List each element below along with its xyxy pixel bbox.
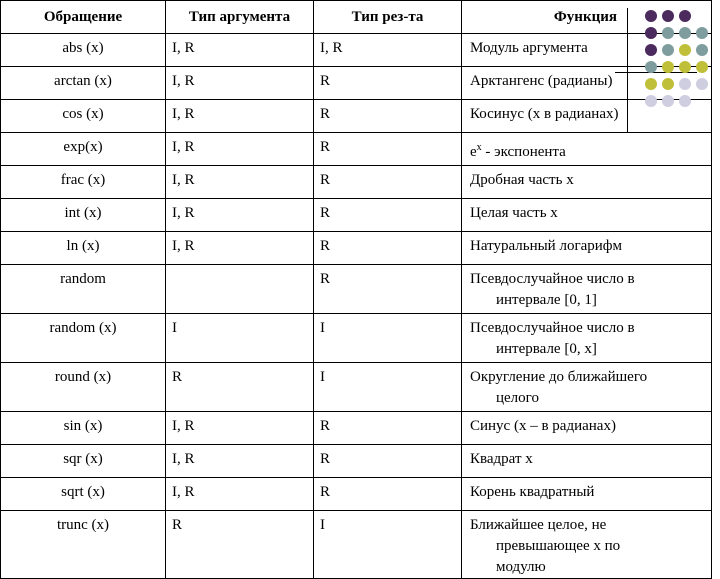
arg-type-cell: I, R [166, 100, 314, 133]
description-superscript: x [476, 142, 482, 153]
description-text: Синус (x – в радианах) [470, 418, 616, 434]
dot-icon [679, 95, 691, 107]
description-cell [462, 232, 712, 265]
dot-icon [679, 10, 691, 22]
call-cell: sqr (x) [1, 445, 166, 478]
call-cell: trunc (x) [1, 511, 166, 579]
description-cell [462, 133, 712, 166]
header-result-type: Тип рез-та [314, 1, 462, 34]
call-cell: round (x) [1, 363, 166, 412]
result-type-cell: R [314, 133, 462, 166]
dot-icon [645, 61, 657, 73]
description-text: Арктангенс (радианы) [470, 73, 613, 89]
call-cell: cos (x) [1, 100, 166, 133]
description-cell [462, 166, 712, 199]
arg-type-cell: R [166, 511, 314, 579]
arg-type-cell: R [166, 363, 314, 412]
description-text: Целая часть x [470, 205, 558, 221]
call-cell: sqrt (x) [1, 478, 166, 511]
table-row [1, 265, 712, 314]
call-cell: exp(x) [1, 133, 166, 166]
table-row [1, 478, 712, 511]
description-cell [462, 265, 712, 314]
result-type-cell: I [314, 363, 462, 412]
dot-icon [645, 27, 657, 39]
call-cell: frac (x) [1, 166, 166, 199]
result-type-cell: R [314, 265, 462, 314]
table-row [1, 445, 712, 478]
dot-icon [662, 27, 674, 39]
table-row [1, 511, 712, 579]
call-cell: random [1, 265, 166, 314]
description-cell [462, 445, 712, 478]
description-line: модулю [496, 559, 546, 575]
result-type-cell: R [314, 67, 462, 100]
arg-type-cell: I, R [166, 478, 314, 511]
arg-type-cell: I, R [166, 166, 314, 199]
result-type-cell: R [314, 232, 462, 265]
call-cell: ln (x) [1, 232, 166, 265]
arg-type-cell: I, R [166, 232, 314, 265]
dot-icon [696, 78, 708, 90]
description-text: Модуль аргумента [470, 40, 588, 56]
call-cell: int (x) [1, 199, 166, 232]
description-cell [462, 314, 712, 363]
arg-type-cell: I, R [166, 34, 314, 67]
call-cell: random (x) [1, 314, 166, 363]
description-line: Округление до ближайшего [470, 369, 648, 385]
call-cell: abs (x) [1, 34, 166, 67]
dot-icon [645, 10, 657, 22]
dot-icon [662, 61, 674, 73]
description-line: Ближайшее целое, не [470, 517, 607, 533]
arg-type-cell: I, R [166, 445, 314, 478]
description-cell [462, 199, 712, 232]
description-text: Косинус (x в радианах) [470, 106, 619, 122]
description-text: Квадрат x [470, 451, 533, 467]
description-line: интервале [0, x] [496, 341, 597, 357]
dot-icon [662, 10, 674, 22]
description-line: Псевдослучайное число в [470, 271, 635, 287]
header-function: Функция [462, 1, 712, 34]
dot-icon [645, 78, 657, 90]
arg-type-cell: I [166, 314, 314, 363]
table-row [1, 133, 712, 166]
call-cell: sin (x) [1, 412, 166, 445]
description-line: интервале [0, 1] [496, 292, 597, 308]
decor-vertical-line [627, 8, 628, 132]
table-row [1, 67, 712, 100]
table-row [1, 34, 712, 67]
header-arg-type: Тип аргумента [166, 1, 314, 34]
dot-icon [662, 44, 674, 56]
table-row [1, 199, 712, 232]
table-row [1, 166, 712, 199]
table-row [1, 232, 712, 265]
description-base: e [470, 144, 477, 160]
table-row [1, 100, 712, 133]
dot-icon [662, 95, 674, 107]
dot-icon [645, 95, 657, 107]
result-type-cell: R [314, 445, 462, 478]
description-line: превышающее x по [496, 538, 621, 554]
call-cell: arctan (x) [1, 67, 166, 100]
description-cell [462, 511, 712, 579]
table-header-row [1, 1, 712, 34]
result-type-cell: I [314, 511, 462, 579]
result-type-cell: R [314, 199, 462, 232]
arg-type-cell: I, R [166, 412, 314, 445]
header-call: Обращение [1, 1, 166, 34]
arg-type-cell [166, 265, 314, 314]
dot-icon [696, 27, 708, 39]
dot-icon [679, 78, 691, 90]
description-line: Псевдослучайное число в [470, 320, 635, 336]
dot-icon [696, 44, 708, 56]
result-type-cell: R [314, 478, 462, 511]
description-cell [462, 363, 712, 412]
description-text: Натуральный логарифм [470, 238, 622, 254]
result-type-cell: I, R [314, 34, 462, 67]
arg-type-cell: I, R [166, 133, 314, 166]
dot-icon [662, 78, 674, 90]
result-type-cell: R [314, 412, 462, 445]
dot-icon [696, 61, 708, 73]
description-cell [462, 412, 712, 445]
dot-icon [645, 44, 657, 56]
dot-icon [679, 61, 691, 73]
description-text: Дробная часть x [470, 172, 574, 188]
arg-type-cell: I, R [166, 199, 314, 232]
dot-icon [679, 27, 691, 39]
result-type-cell: I [314, 314, 462, 363]
arg-type-cell: I, R [166, 67, 314, 100]
result-type-cell: R [314, 100, 462, 133]
description-line: целого [496, 390, 539, 406]
dot-icon [679, 44, 691, 56]
result-type-cell: R [314, 166, 462, 199]
decorative-dots [640, 10, 720, 130]
description-text: - экспонента [481, 144, 566, 160]
table-row [1, 412, 712, 445]
description-text: Корень квадратный [470, 484, 595, 500]
table-row [1, 363, 712, 412]
description-cell [462, 478, 712, 511]
table-row [1, 314, 712, 363]
